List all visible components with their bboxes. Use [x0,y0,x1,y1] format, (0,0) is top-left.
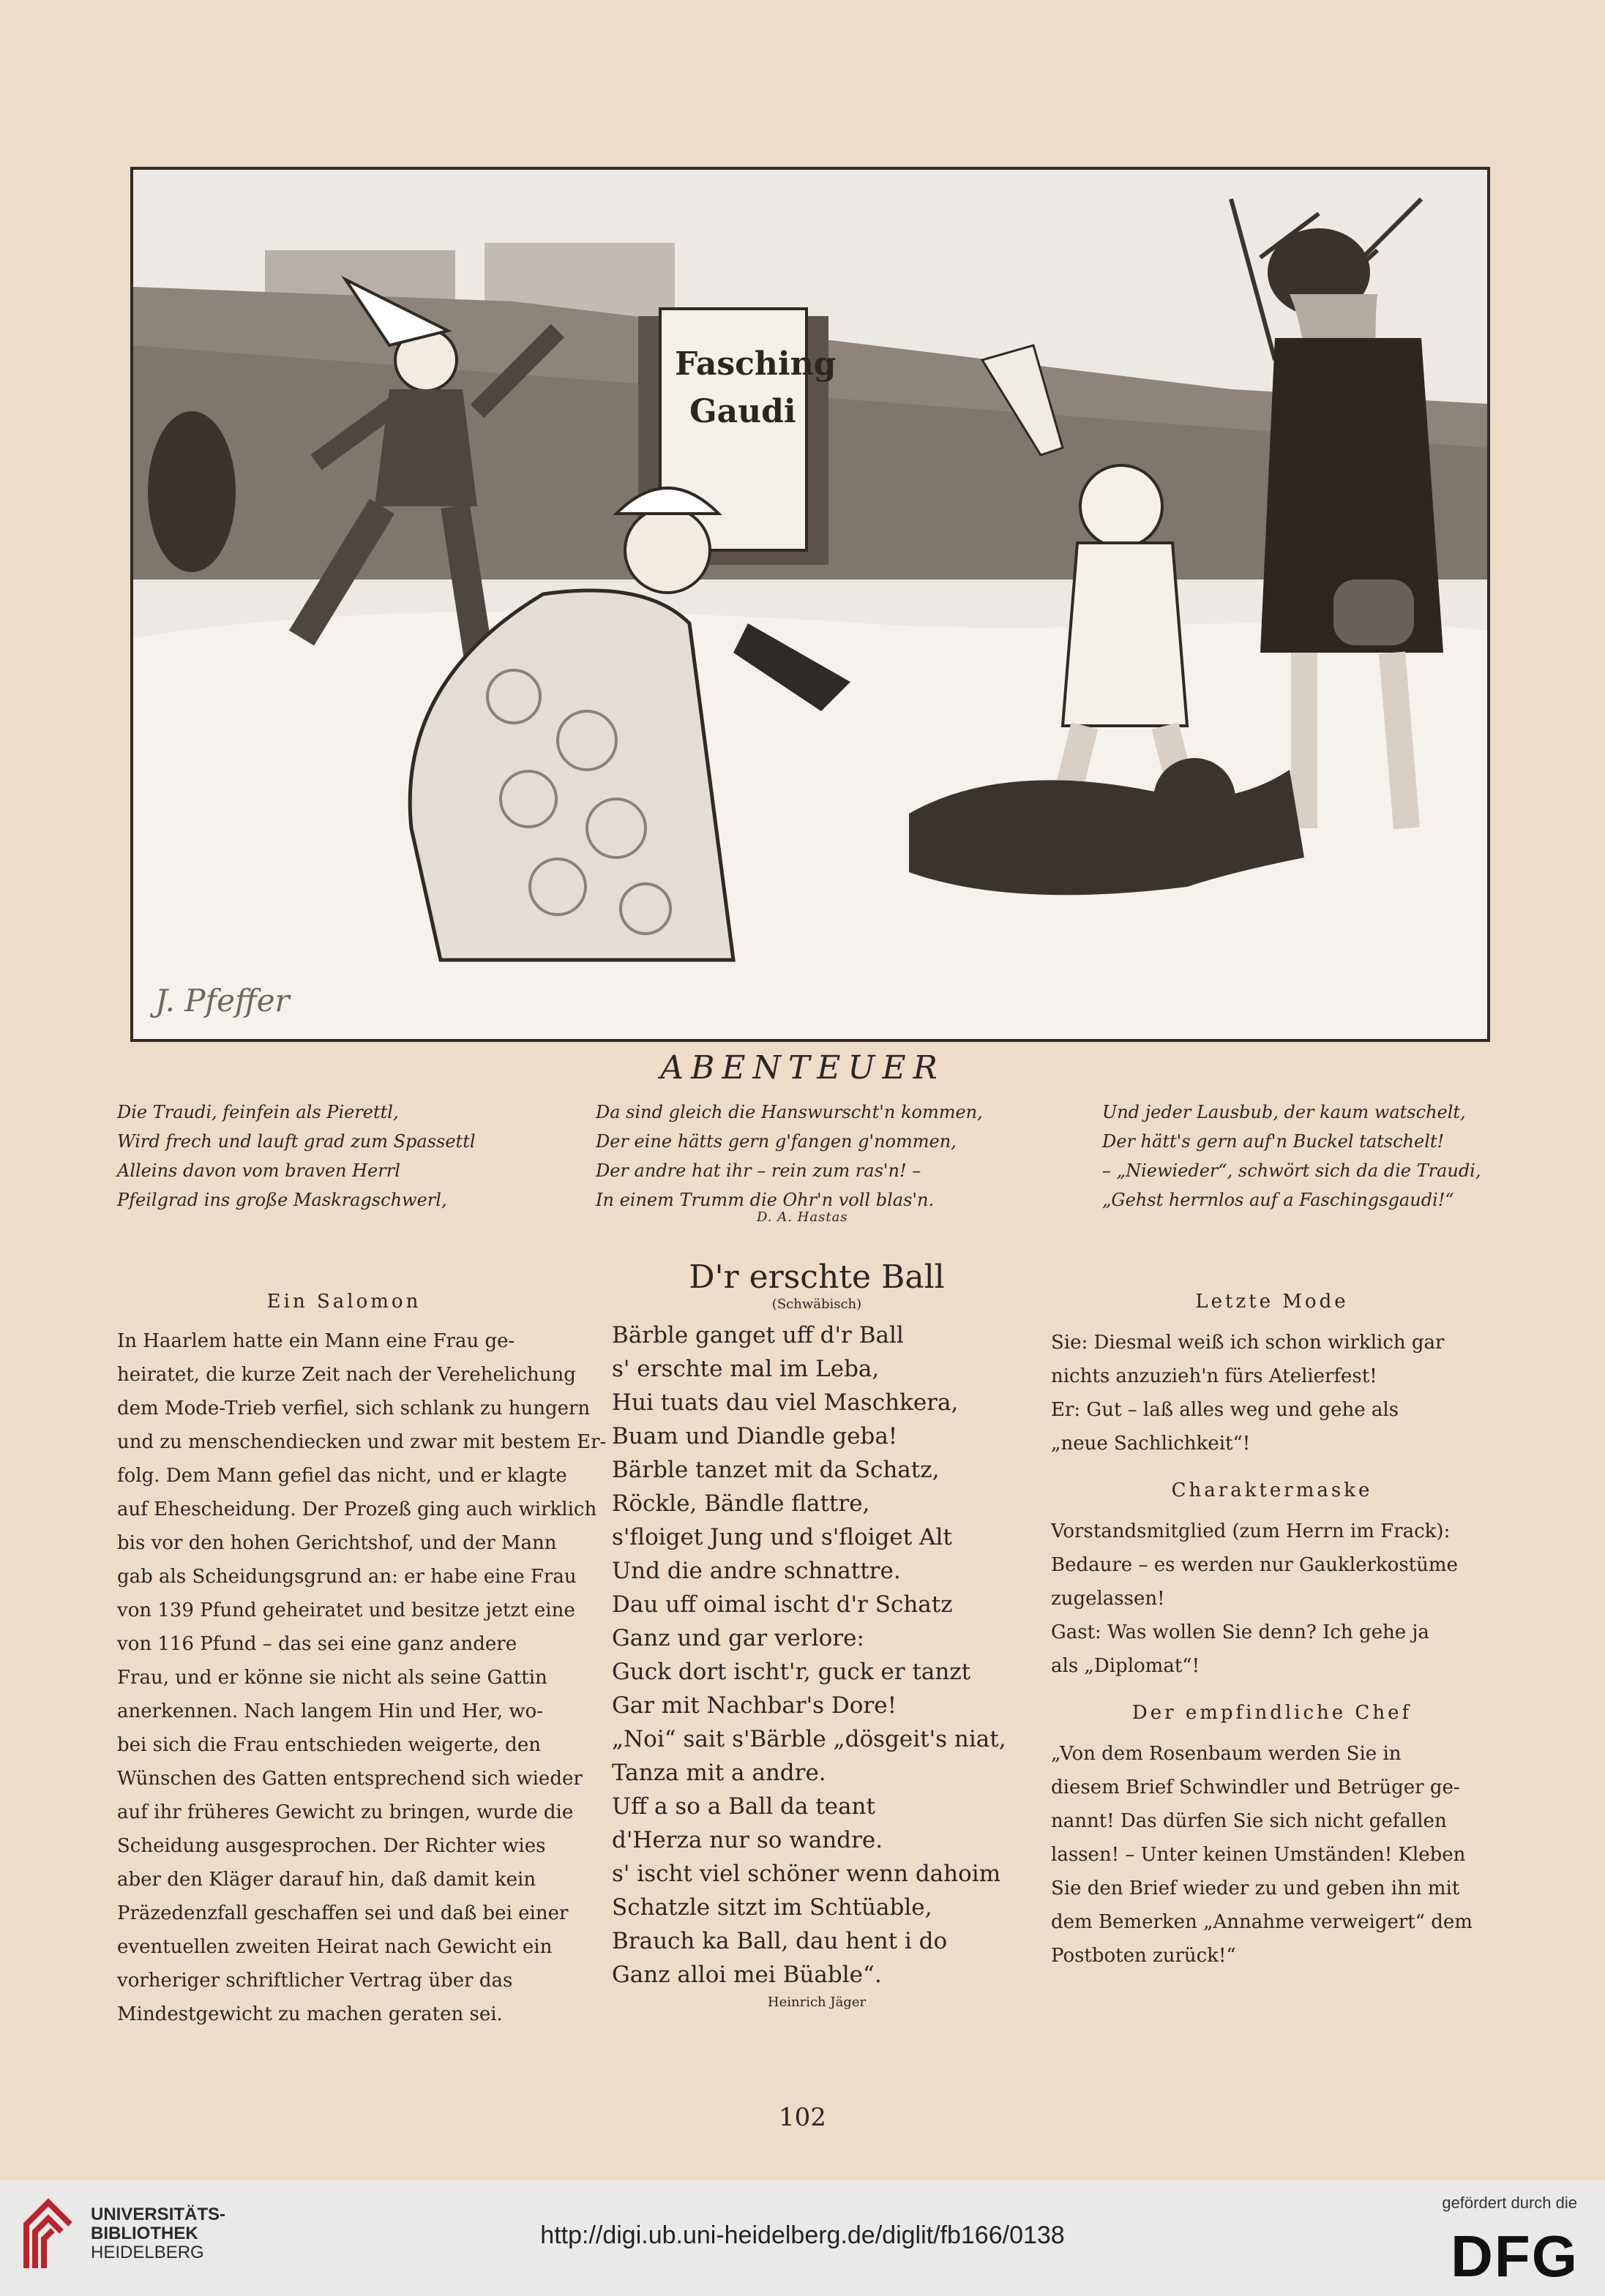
maske-heading: Charaktermaske [1171,1479,1373,1501]
library-name-line: HEIDELBERG [91,2243,204,2262]
verse-line: Röckle, Bändle flattre, [612,1490,870,1517]
text-line: gab als Scheidungsgrund an: er habe eine Frau [117,1566,577,1588]
ball-heading: D'r erschte Ball [689,1258,945,1296]
verse-line: Brauch ka Ball, dau hent i do [612,1928,948,1954]
text-line: nannt! Das dürfen Sie sich nicht gefallen [1051,1810,1447,1832]
text-line: aber den Kläger darauf hin, daß damit kein [117,1869,536,1891]
text-line: nichts anzuzieh'n fürs Atelierfest! [1051,1365,1377,1387]
verse-line: s' erschte mal im Leba, [612,1356,880,1382]
abenteuer-stanza-2 [596,1098,1006,1215]
text-line: Postboten zurück!“ [1051,1945,1236,1967]
verse-line: Guck dort ischt'r, guck er tanzt [612,1659,971,1685]
text-line: von 139 Pfund geheiratet und besitze jetzt eine [117,1599,575,1621]
abenteuer-stanza-3 [1102,1098,1512,1215]
stanza-line: „Gehst herrnlos auf a Faschingsgaudi!“ [1102,1190,1454,1210]
text-line: Vorstandsmitglied (zum Herrn im Frack): [1051,1520,1451,1542]
text-line: bei sich die Frau entschieden weigerte, den [117,1734,541,1756]
text-line: und zu menschendiecken und zwar mit bestem Er- [117,1431,607,1453]
funding-label: gefördert durch die [1442,2194,1577,2212]
text-line: dem Mode-Trieb verfiel, sich schlank zu hungern [117,1398,591,1419]
library-name-line: UNIVERSITÄTS- [91,2205,226,2224]
text-line: anerkennen. Nach langem Hin und Her, wo- [117,1700,543,1722]
chef-body [1051,1737,1493,1973]
ball-author: Heinrich Jäger [767,1995,867,2010]
text-line: als „Diplomat“! [1051,1655,1200,1677]
verse-line: Ganz alloi mei Büable“. [612,1962,882,1988]
verse-line: Schatzle sitzt im Schtüable, [612,1894,932,1921]
maske-body [1051,1515,1493,1683]
abenteuer-stanza-1 [117,1098,556,1215]
stanza-line: Wird frech und lauft grad zum Spassettl [117,1131,476,1152]
text-line: heiratet, die kurze Zeit nach der Verehelichung [117,1364,576,1386]
mode-body [1051,1326,1493,1460]
text-line: Präzedenzfall geschaffen sei und daß bei einer [117,1902,569,1924]
ball-verses [612,1318,1022,1992]
text-line: zugelassen! [1051,1588,1165,1610]
text-line: Gast: Was wollen Sie denn? Ich gehe ja [1051,1621,1429,1643]
ball-poem [612,1258,1022,2014]
verse-line: Buam und Diandle geba! [612,1423,898,1449]
text-line: dem Bemerken „Annahme verweigert“ dem [1051,1911,1473,1933]
poem-title: ABENTEUER [660,1049,945,1087]
stanza-line: Der eine hätts gern g'fangen g'nommen, [596,1131,957,1152]
text-line: diesem Brief Schwindler und Betrüger ge- [1051,1777,1460,1798]
permalink-url[interactable]: http://digi.ub.uni-heidelberg.de/diglit/fb166/0138 [540,2221,1065,2249]
text-line: lassen! – Unter keinen Umständen! Kleben [1051,1844,1466,1866]
text-line: vorheriger schriftlicher Vertrag über das [117,1970,513,1992]
text-line: „neue Sachlichkeit“! [1051,1433,1251,1455]
stanza-line: Alleins davon vom braven Herrl [117,1160,400,1181]
verse-line: Tanza mit a andre. [612,1760,826,1786]
stanza-line: In einem Trumm die Ohr'n voll blas'n. [596,1190,935,1210]
verse-line: Hui tuats dau viel Maschkera, [612,1389,959,1416]
text-line: eventuellen zweiten Heirat nach Gewicht ein [117,1936,553,1958]
text-line: folg. Dem Mann gefiel das nicht, und er klagte [117,1465,567,1487]
verse-line: Ganz und gar verlore: [612,1625,864,1651]
stanza-line: – „Niewieder“, schwört sich da die Traudi, [1102,1160,1481,1181]
stanza-line: Der hätt's gern auf'n Buckel tatschelt! [1102,1131,1445,1152]
sign-line2: Gaudi [689,393,796,430]
chef-heading: Der empfindliche Chef [1131,1702,1413,1724]
verse-line: Bärble ganget uff d'r Ball [612,1322,904,1348]
text-line: bis vor den hohen Gerichtshof, und der Mann [117,1532,557,1554]
carnival-illustration [130,167,1490,1042]
salomon-heading: Ein Salomon [266,1291,422,1313]
verse-line: „Noi“ sait s'Bärble „dösgeit's niat, [612,1726,1006,1752]
stanza-line: Pfeilgrad ins große Maskragschwerl, [117,1190,447,1210]
mode-heading: Letzte Mode [1195,1291,1349,1313]
dfg-logo: DFG [1451,2224,1579,2289]
verse-line: s'floiget Jung und s'floiget Alt [612,1524,952,1550]
text-line: Frau, und er könne sie nicht als seine Gattin [117,1667,547,1689]
text-line: „Von dem Rosenbaum werden Sie in [1051,1743,1402,1765]
verse-line: Und die andre schnattre. [612,1558,901,1584]
text-line: Mindestgewicht zu machen geraten sei. [117,2003,503,2025]
library-name-line: BIBLIOTHEK [91,2224,198,2243]
text-line: Er: Gut – laß alles weg und gehe als [1051,1399,1399,1421]
verse-line: Uff a so a Ball da teant [612,1793,875,1820]
digitization-footer [0,2180,1605,2296]
text-line: auf Ehescheidung. Der Prozeß ging auch wirklich [117,1498,597,1520]
stanza-line: Der andre hat ihr – rein zum ras'n! – [596,1160,921,1181]
salomon-article [117,1285,607,2031]
text-line: Sie den Brief wieder zu und geben ihn mit [1051,1877,1460,1899]
text-line: von 116 Pfund – das sei eine ganz andere [117,1633,517,1655]
verse-line: d'Herza nur so wandre. [612,1827,883,1853]
text-line: Scheidung ausgesprochen. Der Richter wies [117,1835,546,1857]
salomon-body [117,1324,607,2031]
text-line: Bedaure – es werden nur Gauklerkostüme [1051,1554,1458,1576]
text-line: In Haarlem hatte ein Mann eine Frau ge- [117,1330,515,1352]
verse-line: Gar mit Nachbar's Dore! [612,1692,897,1719]
illustrator-signature: J. Pfeffer [155,983,290,1018]
sign-line1: Fasching [675,345,837,383]
abenteuer-author: D. A. Hastas [757,1209,848,1225]
verse-line: Dau uff oimal ischt d'r Schatz [612,1591,953,1618]
text-line: auf ihr früheres Gewicht zu bringen, wurde die [117,1801,574,1823]
stanza-line: Und jeder Lausbub, der kaum watschelt, [1102,1102,1466,1122]
verse-line: s' ischt viel schöner wenn dahoim [612,1861,1001,1887]
text-line: Wünschen des Gatten entsprechend sich wieder [117,1768,583,1790]
verse-line: Bärble tanzet mit da Schatz, [612,1457,940,1483]
stanza-line: Da sind gleich die Hanswurscht'n kommen, [596,1102,983,1122]
text-line: Sie: Diesmal weiß ich schon wirklich gar [1051,1332,1445,1354]
stanza-line: Die Traudi, feinfein als Pierettl, [117,1102,399,1122]
jokes-column [1051,1285,1493,1973]
page-number: 102 [779,2103,826,2132]
ball-subtitle: (Schwäbisch) [771,1297,862,1312]
illustration-drawing [133,170,1487,1039]
